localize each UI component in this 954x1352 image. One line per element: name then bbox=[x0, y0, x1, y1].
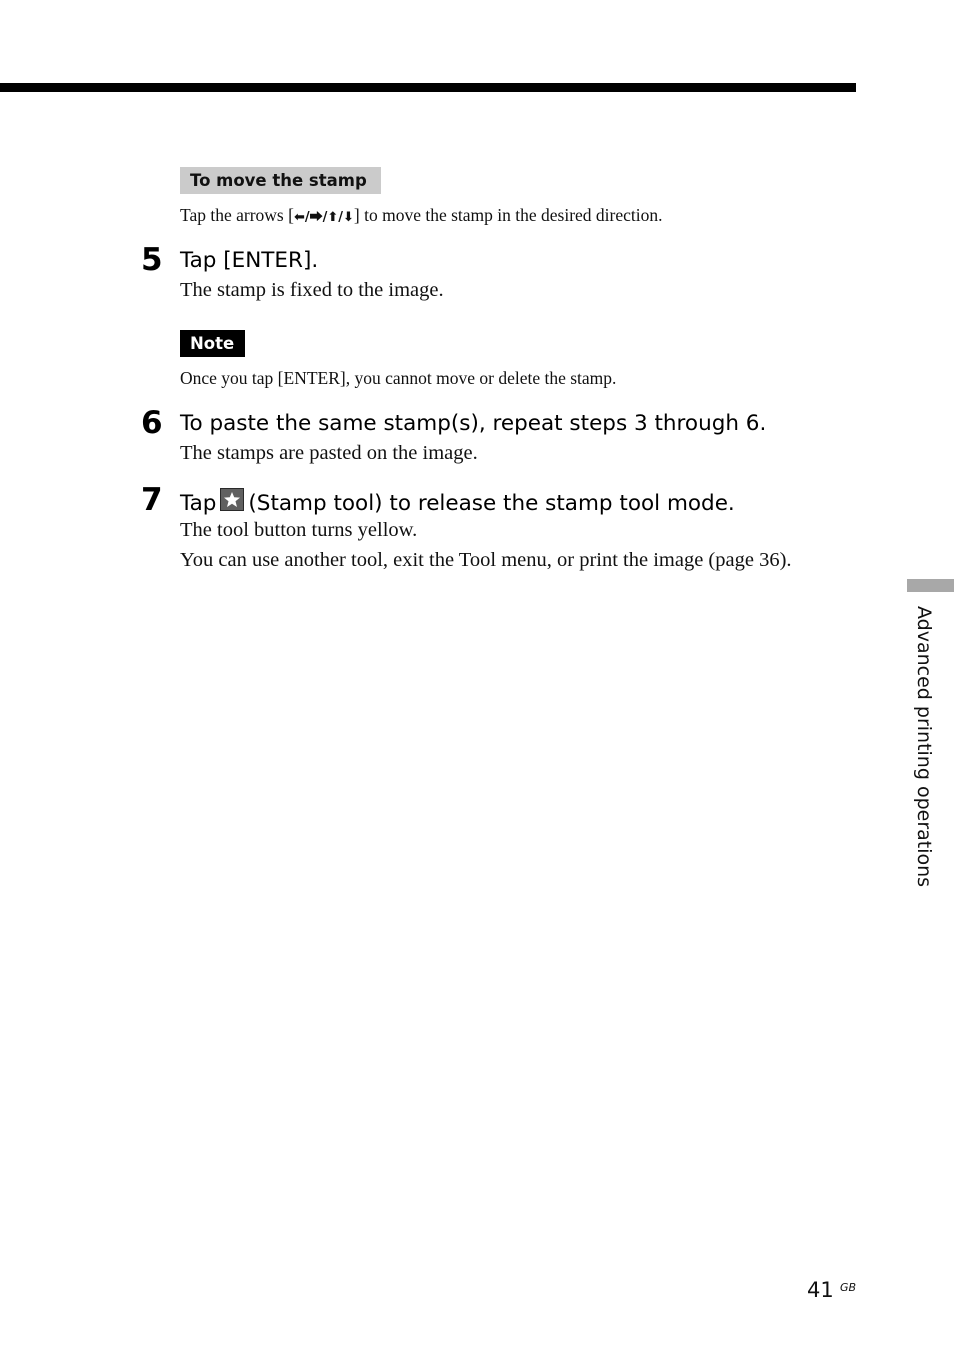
step-6-result: The stamps are pasted on the image. bbox=[180, 442, 478, 464]
top-rule bbox=[0, 83, 856, 92]
move-instruction bbox=[180, 205, 663, 226]
step-6-title: To paste the same stamp(s), repeat steps 3 through 6. bbox=[180, 411, 767, 436]
step-7-more-info: You can use another tool, exit the Tool menu, or print the image (page 36). bbox=[180, 549, 792, 571]
step-7-result: The tool button turns yellow. bbox=[180, 519, 418, 541]
note-text: Once you tap [ENTER], you cannot move or delete the stamp. bbox=[180, 368, 617, 388]
step-5-title: Tap [ENTER]. bbox=[180, 248, 319, 273]
note-label: Note bbox=[180, 330, 245, 357]
step-7-title-start: Tap bbox=[180, 491, 217, 516]
star-stamp-icon bbox=[220, 488, 244, 511]
step-7-title bbox=[180, 488, 735, 516]
page-number: 41 bbox=[807, 1278, 834, 1302]
step-7-title-end: (Stamp tool) to release the stamp tool mode. bbox=[248, 491, 735, 516]
move-instruction-start: Tap the arrows [ bbox=[180, 205, 294, 225]
side-tab-marker bbox=[907, 579, 954, 592]
page-number-suffix: GB bbox=[840, 1281, 857, 1294]
side-tab-label: Advanced printing operations bbox=[913, 606, 935, 888]
step-6-number: 6 bbox=[141, 405, 163, 441]
section-heading: To move the stamp bbox=[180, 167, 381, 194]
step-5-result: The stamp is fixed to the image. bbox=[180, 279, 444, 301]
step-7-number: 7 bbox=[141, 482, 163, 518]
move-instruction-end: ] to move the stamp in the desired direction. bbox=[353, 205, 663, 225]
step-5-number: 5 bbox=[141, 242, 163, 278]
arrow-keys-icon: ⬅/⮕/⬆/⬇ bbox=[293, 210, 354, 225]
